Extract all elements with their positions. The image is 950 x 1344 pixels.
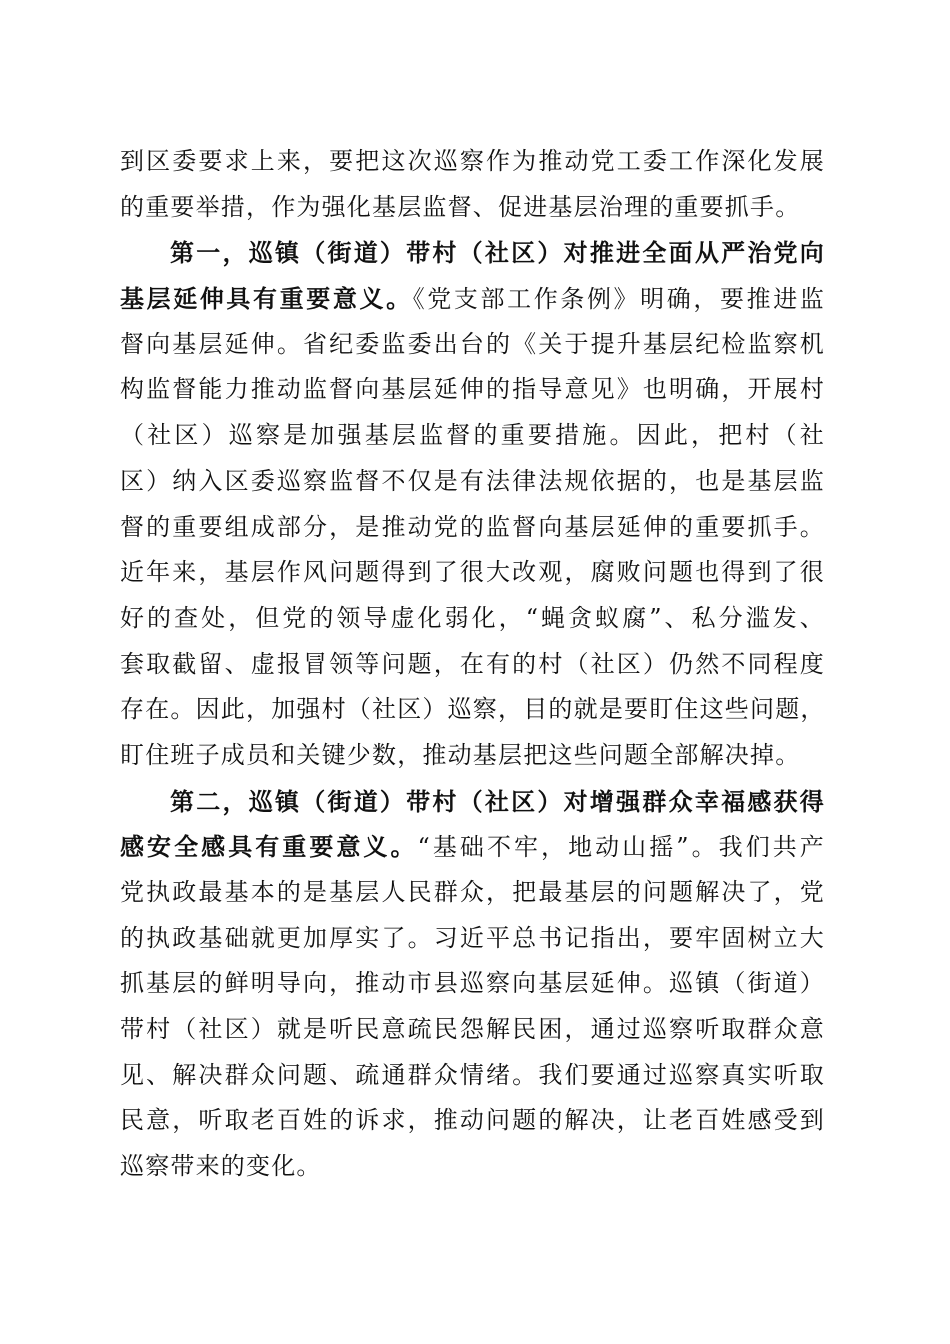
text-segment: 构监督能力推动监督向基层延伸的指导意见》也明确，开展村 — [120, 375, 825, 404]
text-line — [120, 550, 825, 596]
text-segment: 见、解决群众问题、疏通群众情绪。我们要通过巡察真实听取 — [120, 1060, 825, 1089]
text-line — [120, 733, 825, 779]
text-segment: 巡察带来的变化。 — [120, 1152, 322, 1181]
paragraph-continuation — [120, 139, 825, 230]
text-segment: 抓基层的鲜明导向，推动市县巡察向基层延伸。巡镇（街道） — [120, 969, 825, 998]
text-segment: 督向基层延伸。省纪委监委出台的《关于提升基层纪检监察机 — [120, 329, 825, 358]
text-line — [120, 367, 825, 413]
text-line — [120, 961, 825, 1007]
bold-heading-segment: 感安全感具有重要意义。 — [120, 832, 418, 862]
text-segment: （社区）巡察是加强基层监督的重要措施。因此，把村（社 — [120, 421, 825, 450]
bold-heading-segment: 基层延伸具有重要意义。 — [120, 284, 413, 314]
bold-heading-segment: 第二，巡镇（街道）带村（社区）对增强群众幸福感获得 — [170, 786, 825, 816]
text-segment: 存在。因此，加强村（社区）巡察，目的就是要盯住这些问题， — [120, 695, 826, 724]
text-segment: 套取截留、虚报冒领等问题，在有的村（社区）仍然不同程度 — [120, 649, 825, 678]
text-line — [120, 459, 825, 505]
text-segment: 到区委要求上来，要把这次巡察作为推动党工委工作深化发展 — [120, 147, 825, 175]
text-line — [120, 1144, 825, 1190]
text-line — [120, 413, 825, 459]
text-line — [120, 916, 825, 962]
text-segment: 的重要举措，作为强化基层监督、促进基层治理的重要抓手。 — [120, 192, 801, 221]
text-line — [120, 596, 825, 642]
text-segment: 督的重要组成部分，是推动党的监督向基层延伸的重要抓手。 — [120, 512, 825, 541]
text-line — [120, 824, 825, 870]
text-segment: 好的查处，但党的领导虚化弱化，“蝇贪蚁腐”、私分滥发、 — [120, 603, 825, 632]
document-body — [120, 139, 825, 1190]
text-segment: 《党支部工作条例》明确，要推进监 — [412, 285, 825, 314]
text-segment: 党执政最基本的是基层人民群众，把最基层的问题解决了，党 — [120, 878, 825, 906]
text-line — [120, 322, 825, 368]
text-line — [120, 1053, 825, 1099]
text-line — [120, 230, 825, 276]
text-line — [120, 505, 825, 551]
text-segment: “基础不牢，地动山摇”。我们共产 — [417, 833, 825, 862]
text-line — [120, 687, 825, 733]
text-segment: 盯住班子成员和关键少数，推动基层把这些问题全部解决掉。 — [120, 740, 801, 769]
text-line — [120, 1098, 825, 1144]
text-line — [120, 185, 825, 231]
text-line — [120, 139, 825, 185]
paragraph-first-point — [120, 230, 825, 778]
text-segment: 区）纳入区委巡察监督不仅是有法律法规依据的，也是基层监 — [120, 466, 825, 495]
text-line — [120, 779, 825, 825]
text-segment: 带村（社区）就是听民意疏民怨解民困，通过巡察听取群众意 — [120, 1015, 825, 1044]
text-line — [120, 870, 825, 916]
bold-heading-segment: 第一，巡镇（街道）带村（社区）对推进全面从严治党向 — [170, 238, 825, 268]
text-segment: 民意，听取老百姓的诉求，推动问题的解决，让老百姓感受到 — [120, 1106, 825, 1135]
text-line — [120, 642, 825, 688]
paragraph-second-point — [120, 779, 825, 1190]
text-segment: 近年来，基层作风问题得到了很大改观，腐败问题也得到了很 — [120, 558, 825, 587]
text-line — [120, 276, 825, 322]
text-line — [120, 1007, 825, 1053]
text-segment: 的执政基础就更加厚实了。习近平总书记指出，要牢固树立大 — [120, 923, 825, 952]
